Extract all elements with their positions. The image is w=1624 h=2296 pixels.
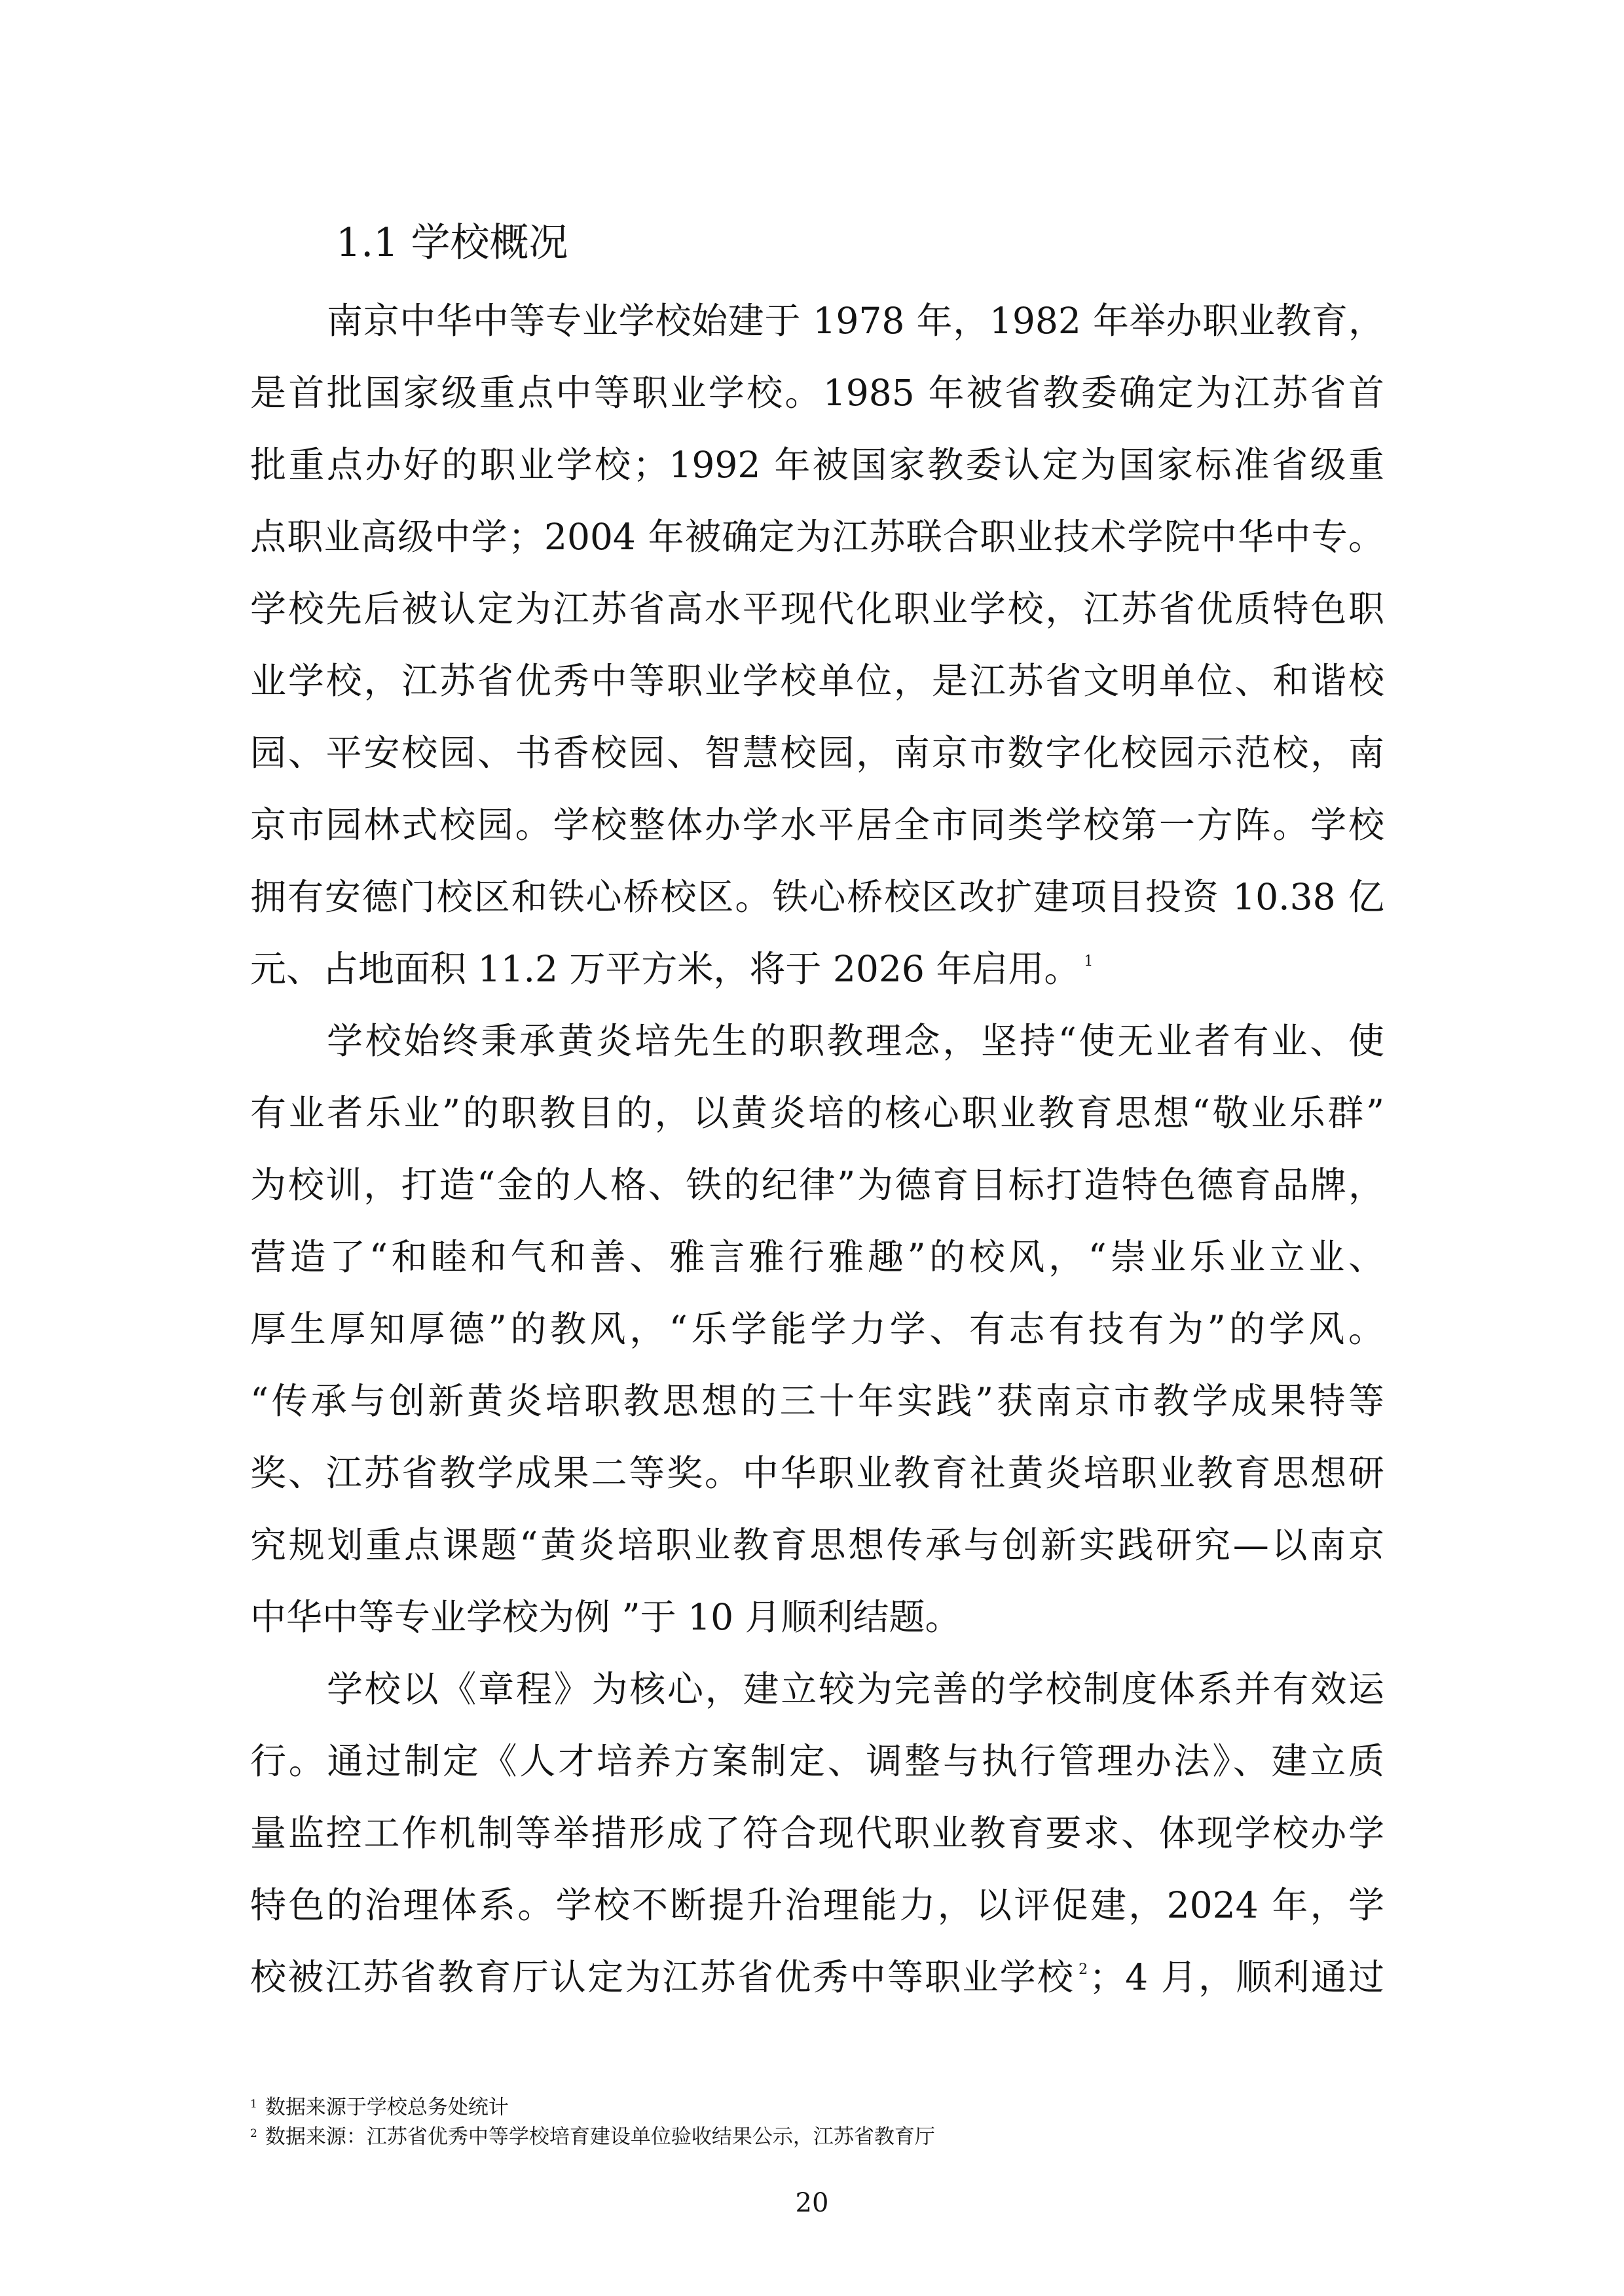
- body-line: 京市园林式校园。学校整体办学水平居全市同类学校第一方阵。学校: [250, 804, 1384, 846]
- body-line: 园、平安校园、书香校园、智慧校园，南京市数字化校园示范校，南: [250, 732, 1384, 774]
- footnote-text: 数据来源：江苏省优秀中等学校培育建设单位验收结果公示，江苏省教育厅: [265, 2125, 935, 2149]
- body-line: 业学校，江苏省优秀中等职业学校单位，是江苏省文明单位、和谐校: [250, 660, 1384, 702]
- body-line: 究规划重点课题“黄炎培职业教育思想传承与创新实践研究—以南京: [250, 1524, 1384, 1566]
- body-line: 是首批国家级重点中等职业学校。1985 年被省教委确定为江苏省首: [250, 372, 1384, 414]
- body-line: [250, 933, 1384, 1005]
- section-heading: 1.1 学校概况: [336, 220, 568, 266]
- body-line: “传承与创新黄炎培职教思想的三十年实践”获南京市教学成果特等: [250, 1380, 1384, 1422]
- paragraph-3: [250, 1653, 1384, 2013]
- footnote-marker: 1: [250, 2098, 257, 2111]
- paragraph-1: [250, 285, 1384, 1005]
- body-line: 南京中华中等专业学校始建于 1978 年，1982 年举办职业教育，: [327, 300, 1384, 342]
- footnote-1: [250, 2093, 1384, 2123]
- footnote-marker: 2: [250, 2127, 257, 2140]
- body-line: 有业者乐业”的职教目的，以黄炎培的核心职业教育思想“敬业乐群”: [250, 1092, 1384, 1134]
- body-line: 量监控工作机制等举措形成了符合现代职业教育要求、体现学校办学: [250, 1812, 1384, 1854]
- body-line: 营造了“和睦和气和善、雅言雅行雅趣”的校风，“崇业乐业立业、: [250, 1236, 1384, 1278]
- footnote-ref[interactable]: 2: [1079, 1961, 1088, 1978]
- footnote-2: [250, 2123, 1384, 2152]
- body-text: [250, 285, 1384, 2013]
- body-line: 批重点办好的职业学校；1992 年被国家教委认定为国家标准省级重: [250, 444, 1384, 486]
- footnote-ref[interactable]: 1: [1084, 953, 1094, 970]
- body-line: 奖、江苏省教学成果二等奖。中华职业教育社黄炎培职业教育思想研: [250, 1452, 1384, 1494]
- body-line: 拥有安德门校区和铁心桥校区。铁心桥校区改扩建项目投资 10.38 亿: [250, 876, 1384, 918]
- body-line-text: 校被江苏省教育厅认定为江苏省优秀中等职业学校: [250, 1956, 1075, 1998]
- body-line: 学校先后被认定为江苏省高水平现代化职业学校，江苏省优质特色职: [250, 588, 1384, 630]
- body-line: 厚生厚知厚德”的教风，“乐学能学力学、有志有技有为”的学风。: [250, 1308, 1384, 1350]
- body-line: 特色的治理体系。学校不断提升治理能力，以评促建，2024 年，学: [250, 1884, 1384, 1926]
- paragraph-2: [250, 1005, 1384, 1653]
- page-number: 20: [795, 2188, 829, 2218]
- footnotes: [250, 2093, 1384, 2152]
- body-line-text: 元、占地面积 11.2 万平方米，将于 2026 年启用。: [250, 948, 1080, 990]
- body-line: 学校始终秉承黄炎培先生的职教理念，坚持“使无业者有业、使: [327, 1020, 1384, 1062]
- body-line-text: ；4 月，顺利通过: [1089, 1956, 1384, 1998]
- body-line: 中华中等专业学校为例 ”于 10 月顺利结题。: [250, 1596, 961, 1638]
- body-line: 行。通过制定《人才培养方案制定、调整与执行管理办法》、建立质: [250, 1740, 1384, 1782]
- body-line: 学校以《章程》为核心，建立较为完善的学校制度体系并有效运: [327, 1668, 1384, 1710]
- body-line: [250, 1941, 1384, 2013]
- footnote-text: 数据来源于学校总务处统计: [265, 2096, 509, 2119]
- body-line: 点职业高级中学；2004 年被确定为江苏联合职业技术学院中华中专。: [250, 516, 1384, 558]
- body-line: 为校训，打造“金的人格、铁的纪律”为德育目标打造特色德育品牌，: [250, 1164, 1384, 1206]
